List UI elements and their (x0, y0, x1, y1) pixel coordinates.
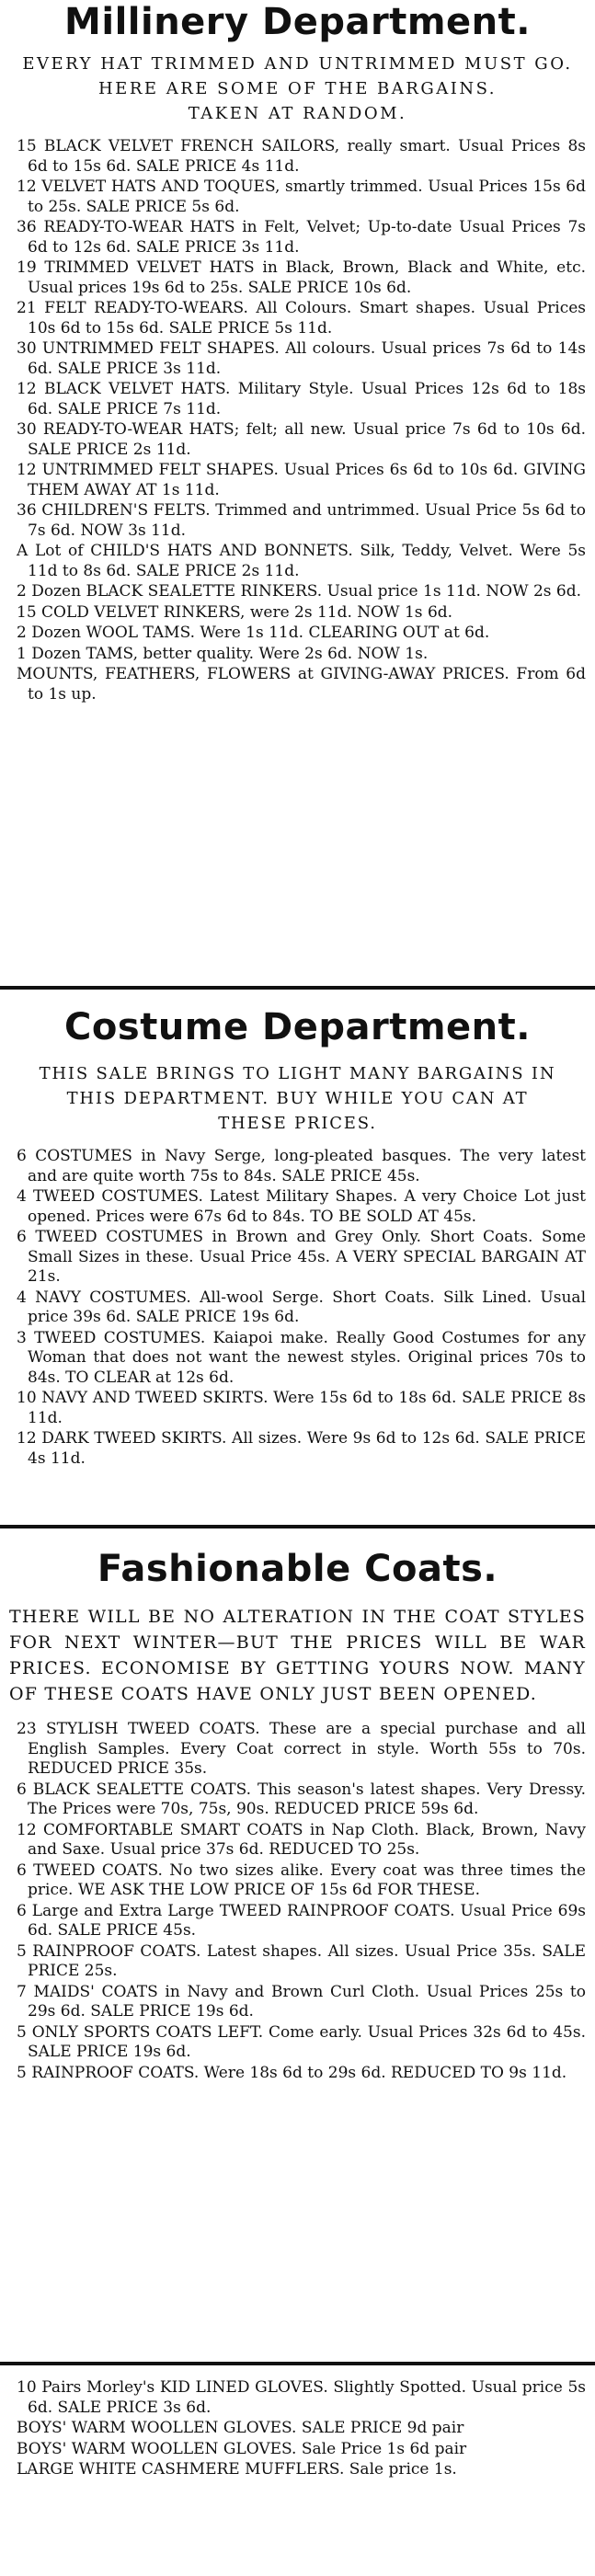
coats-section (0, 1545, 595, 2084)
millinery-intro (17, 52, 578, 126)
section-divider (0, 2362, 595, 2365)
coats-item: 6 BLACK SEALETTE COATS. This season's latest shapes. Very Dressy. The Prices were 70s, 75s, 90s. REDUCED PRICE 59s 6d. (17, 1780, 586, 1818)
gloves-item: LARGE WHITE CASHMERE MUFFLERS. Sale price 1s. (17, 2460, 457, 2479)
coats-items (9, 1720, 586, 2083)
millinery-item: 12 VELVET HATS AND TOQUES, smartly trimmed. Usual Prices 15s 6d to 25s. SALE PRICE 5s 6d. (17, 177, 586, 216)
millinery-item: 2 Dozen BLACK SEALETTE RINKERS. Usual price 1s 11d. NOW 2s 6d. (17, 582, 582, 601)
coats-item: 5 RAINPROOF COATS. Latest shapes. All sizes. Usual Price 35s. SALE PRICE 25s. (17, 1941, 586, 1980)
costume-intro (17, 1061, 578, 1136)
coats-item: 5 ONLY SPORTS COATS LEFT. Come early. Usual Prices 32s 6d to 45s. SALE PRICE 19s 6d. (17, 2022, 586, 2061)
gloves-section (0, 2378, 595, 2481)
coats-intro: THERE WILL BE NO ALTERATION IN THE COAT STYLES FOR NEXT WINTER—BUT THE PRICES WILL BE WAR PRICES. ECONOMISE BY GETTING YOURS NOW. MANY OF THESE COATS HAVE ONLY JUST BEEN OPENED. (9, 1607, 586, 1704)
coats-item: 6 TWEED COATS. No two sizes alike. Every coat was three times the price. WE ASK THE LOW PRICE OF 15s 6d FOR THESE. (17, 1860, 586, 1899)
millinery-item: 36 CHILDREN'S FELTS. Trimmed and untrimmed. Usual Price 5s 6d to 7s 6d. NOW 3s 11d. (17, 501, 586, 540)
costume-title: Costume Department. (64, 1006, 531, 1048)
section-divider (0, 986, 595, 990)
section-divider (0, 1525, 595, 1528)
millinery-item: 1 Dozen TAMS, better quality. Were 2s 6d. NOW 1s. (17, 644, 429, 663)
millinery-item: 15 BLACK VELVET FRENCH SAILORS, really smart. Usual Prices 8s 6d to 15s 6d. SALE PRICE 4s 11d. (17, 137, 586, 176)
millinery-item: 12 BLACK VELVET HATS. Military Style. Usual Prices 12s 6d to 18s 6d. SALE PRICE 7s 11d. (17, 380, 586, 418)
coats-item: 23 STYLISH TWEED COATS. These are a special purchase and all English Samples. Every Coat correct in style. Worth 55s to 70s. REDUCED PRICE 35s. (17, 1720, 586, 1778)
costume-item: 12 DARK TWEED SKIRTS. All sizes. Were 9s 6d to 12s 6d. SALE PRICE 4s 11d. (17, 1429, 586, 1468)
millinery-item: 30 READY-TO-WEAR HATS; felt; all new. Usual price 7s 6d to 10s 6d. SALE PRICE 2s 11d. (17, 420, 586, 459)
millinery-item: 2 Dozen WOOL TAMS. Were 1s 11d. CLEARING OUT at 6d. (17, 624, 490, 642)
millinery-item: A Lot of CHILD'S HATS AND BONNETS. Silk, Teddy, Velvet. Were 5s 11d to 8s 6d. SALE PRICE 2s 11d. (17, 542, 586, 580)
millinery-item: 36 READY-TO-WEAR HATS in Felt, Velvet; Up-to-date Usual Prices 7s 6d to 12s 6d. SALE PRICE 3s 11d. (17, 218, 586, 257)
costume-section (0, 1004, 595, 1470)
coats-item: 12 COMFORTABLE SMART COATS in Nap Cloth. Black, Brown, Navy and Saxe. Usual price 37s 6d. REDUCED TO 25s. (17, 1820, 586, 1859)
costume-items (9, 1147, 586, 1469)
gloves-items (9, 2378, 586, 2480)
costume-intro-line: THESE PRICES. (218, 1114, 377, 1133)
coats-item: 7 MAIDS' COATS in Navy and Brown Curl Cloth. Usual Prices 25s to 29s 6d. SALE PRICE 19s 6d. (17, 1982, 586, 2021)
costume-item: 4 NAVY COSTUMES. All-wool Serge. Short Coats. Silk Lined. Usual price 39s 6d. SALE PRICE 19s 6d. (17, 1288, 586, 1326)
costume-intro-line: THIS SALE BRINGS TO LIGHT MANY BARGAINS IN (39, 1064, 556, 1083)
millinery-section (0, 0, 595, 705)
gloves-item: BOYS' WARM WOOLLEN GLOVES. Sale Price 1s 6d pair (17, 2439, 467, 2458)
coats-title: Fashionable Coats. (97, 1548, 498, 1590)
millinery-intro-line: HERE ARE SOME OF THE BARGAINS. (97, 79, 497, 98)
costume-item: 6 TWEED COSTUMES in Brown and Grey Only. Short Coats. Some Small Sizes in these. Usual Price 45s. A VERY SPECIAL BARGAIN AT 21s. (17, 1228, 586, 1286)
gloves-item: BOYS' WARM WOOLLEN GLOVES. SALE PRICE 9d pair (17, 2419, 464, 2437)
millinery-item: 19 TRIMMED VELVET HATS in Black, Brown, Black and White, etc. Usual prices 19s 6d to 25s. SALE PRICE 10s 6d. (17, 258, 586, 297)
millinery-item: 30 UNTRIMMED FELT SHAPES. All colours. Usual prices 7s 6d to 14s 6d. SALE PRICE 3s 11d. (17, 339, 586, 378)
costume-item: 10 NAVY AND TWEED SKIRTS. Were 15s 6d to 18s 6d. SALE PRICE 8s 11d. (17, 1389, 586, 1427)
costume-item: 3 TWEED COSTUMES. Kaiapoi make. Really Good Costumes for any Woman that does not want the newest styles. Original prices 70s to 84s. TO CLEAR at 12s 6d. (17, 1328, 586, 1387)
costume-intro-line: THIS DEPARTMENT. BUY WHILE YOU CAN AT (66, 1089, 529, 1108)
millinery-intro-line: TAKEN AT RANDOM. (188, 104, 407, 123)
coats-item: 5 RAINPROOF COATS. Were 18s 6d to 29s 6d. REDUCED TO 9s 11d. (17, 2063, 567, 2082)
millinery-item: 15 COLD VELVET RINKERS, were 2s 11d. NOW 1s 6d. (17, 602, 453, 622)
millinery-item: 12 UNTRIMMED FELT SHAPES. Usual Prices 6s 6d to 10s 6d. GIVING THEM AWAY AT 1s 11d. (17, 461, 586, 499)
gloves-item: 10 Pairs Morley's KID LINED GLOVES. Slightly Spotted. Usual price 5s 6d. SALE PRICE 3s 6d. (17, 2378, 586, 2417)
millinery-intro-line: EVERY HAT TRIMMED AND UNTRIMMED MUST GO. (22, 54, 573, 74)
coats-item: 6 Large and Extra Large TWEED RAINPROOF COATS. Usual Price 69s 6d. SALE PRICE 45s. (17, 1901, 586, 1940)
millinery-item: 21 FELT READY-TO-WEARS. All Colours. Smart shapes. Usual Prices 10s 6d to 15s 6d. SALE PRICE 5s 11d. (17, 299, 586, 338)
costume-item: 4 TWEED COSTUMES. Latest Military Shapes. A very Choice Lot just opened. Prices were 67s 6d to 84s. TO BE SOLD AT 45s. (17, 1187, 586, 1226)
costume-item: 6 COSTUMES in Navy Serge, long-pleated basques. The very latest and are quite worth 75s to 84s. SALE PRICE 45s. (17, 1147, 586, 1185)
millinery-title: Millinery Department. (64, 1, 531, 43)
millinery-items (9, 137, 586, 704)
millinery-item: MOUNTS, FEATHERS, FLOWERS at GIVING-AWAY PRICES. From 6d to 1s up. (17, 665, 586, 704)
